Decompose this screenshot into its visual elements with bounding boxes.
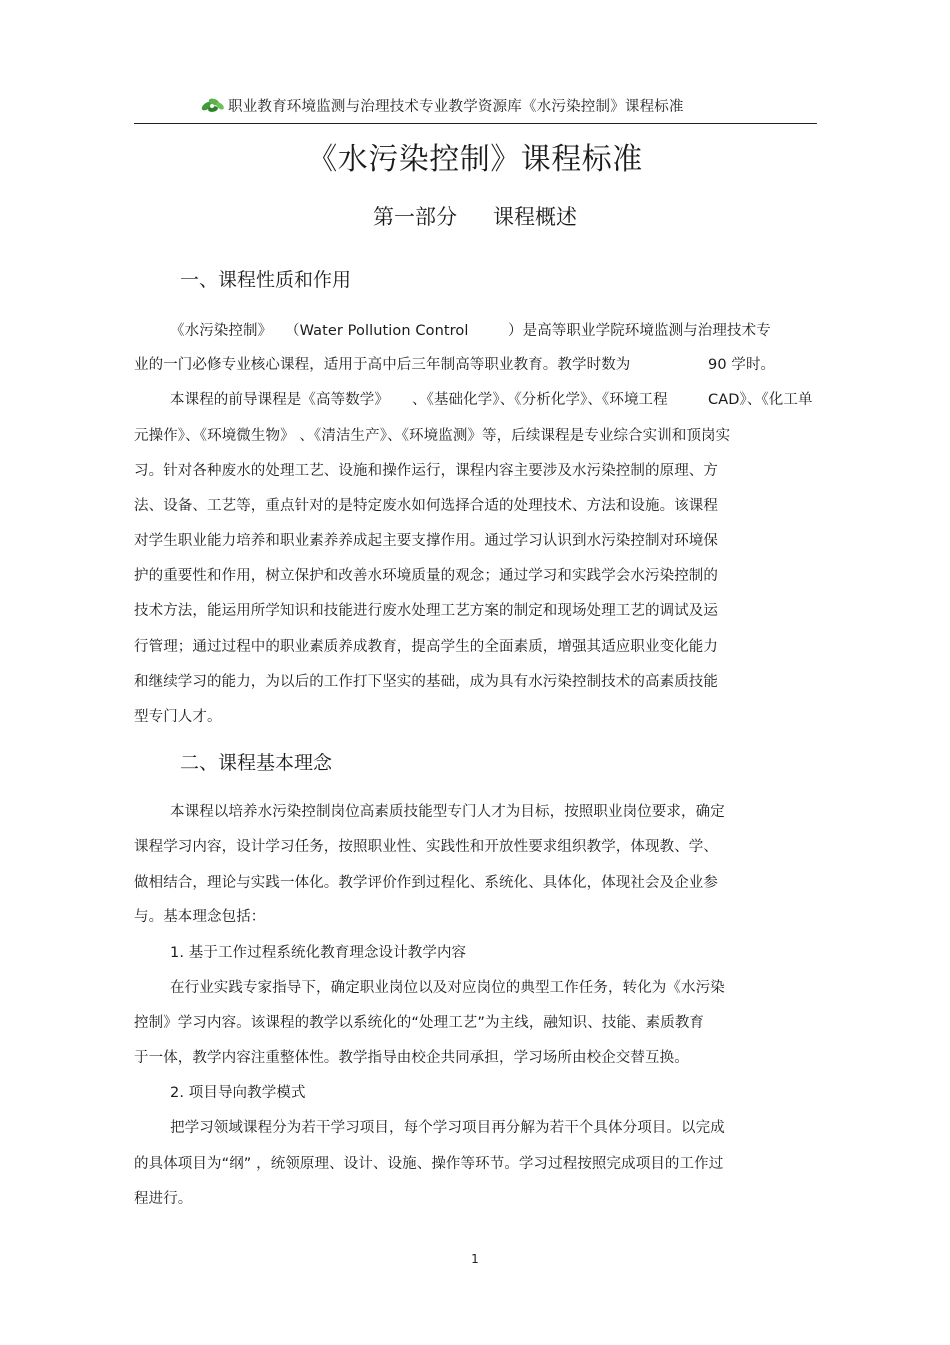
list-item-heading-2: 2. 项目导向教学模式 bbox=[170, 1085, 306, 1101]
paragraph-line: 于一体，教学内容注重整体性。教学指导由校企共同承担，学习场所由校企交替互换。 bbox=[134, 1050, 689, 1066]
paragraph-line: （Water Pollution Control bbox=[285, 323, 469, 339]
paragraph-line: 程进行。 bbox=[134, 1191, 193, 1207]
paragraph-line: 在行业实践专家指导下，确定职业岗位以及对应岗位的典型工作任务，转化为《水污染 bbox=[170, 980, 725, 996]
green-leaf-logo-icon bbox=[200, 94, 226, 116]
part-title bbox=[0, 201, 950, 231]
part-label: 第一部分 bbox=[373, 205, 457, 229]
paragraph-line: 本课程的前导课程是《高等数学》 bbox=[170, 392, 389, 408]
paragraph-line: CAD》、《化工单 bbox=[708, 392, 813, 408]
document-title: 《水污染控制》课程标准 bbox=[307, 142, 643, 177]
paragraph-line: 90 学时。 bbox=[708, 357, 776, 373]
paragraph-line: ）是高等职业学院环境监测与治理技术专 bbox=[508, 323, 771, 339]
paragraph-line: 护的重要性和作用，树立保护和改善水环境质量的观念；通过学习和实践学会水污染控制的 bbox=[134, 568, 718, 584]
paragraph-line: 的具体项目为“纲” ，统领原理、设计、设施、操作等环节。学习过程按照完成项目的工作过 bbox=[134, 1156, 724, 1172]
paragraph-line: 做相结合，理论与实践一体化。教学评价作到过程化、系统化、具体化，体现社会及企业参 bbox=[134, 875, 718, 891]
paragraph-line: 课程学习内容，设计学习任务，按照职业性、实践性和开放性要求组织教学，体现教、学、 bbox=[134, 839, 718, 855]
list-item-heading-1: 1. 基于工作过程系统化教育理念设计教学内容 bbox=[170, 945, 467, 961]
paragraph-line: 和继续学习的能力，为以后的工作打下坚实的基础，成为具有水污染控制技术的高素质技能 bbox=[134, 674, 718, 690]
section-heading-2: 二、课程基本理念 bbox=[180, 752, 333, 774]
paragraph-line: 业的一门必修专业核心课程，适用于高中后三年制高等职业教育。教学时数为 bbox=[134, 357, 631, 373]
part-name: 课程概述 bbox=[493, 205, 577, 229]
header-text: 职业教育环境监测与治理技术专业教学资源库《水污染控制》课程标准 bbox=[228, 98, 684, 115]
paragraph-line: 控制》学习内容。该课程的教学以系统化的“处理工艺”为主线，融知识、技能、素质教育 bbox=[134, 1015, 705, 1031]
paragraph-line: 与。基本理念包括： bbox=[134, 909, 266, 925]
paragraph-line: 本课程以培养水污染控制岗位高素质技能型专门人才为目标，按照职业岗位要求，确定 bbox=[170, 804, 725, 820]
paragraph-line: 、《基础化学》、《分析化学》、《环境工程 bbox=[412, 392, 668, 408]
section-heading-1: 一、课程性质和作用 bbox=[180, 269, 352, 291]
paragraph-line: 型专门人才。 bbox=[134, 709, 222, 725]
paragraph-line: 法、设备、工艺等，重点针对的是特定废水如何选择合适的处理技术、方法和设施。该课程 bbox=[134, 498, 718, 514]
paragraph-line: 元操作》、《环境微生物》 、《清洁生产》、《环境监测》等，后续课程是专业综合实训和顶岗实 bbox=[134, 428, 731, 444]
header-divider bbox=[134, 123, 817, 124]
paragraph-line: 行管理；通过过程中的职业素质养成教育，提高学生的全面素质，增强其适应职业变化能力 bbox=[134, 639, 718, 655]
paragraph-line: 习。针对各种废水的处理工艺、设施和操作运行，课程内容主要涉及水污染控制的原理、方 bbox=[134, 463, 718, 479]
page-number: 1 bbox=[471, 1252, 479, 1266]
paragraph-line: 《水污染控制》 bbox=[170, 323, 273, 339]
running-header bbox=[200, 92, 684, 118]
paragraph-line: 对学生职业能力培养和职业素养养成起主要支撑作用。通过学习认识到水污染控制对环境保 bbox=[134, 533, 718, 549]
paragraph-line: 把学习领域课程分为若干学习项目，每个学习项目再分解为若干个具体分项目。以完成 bbox=[170, 1120, 725, 1136]
paragraph-line: 技术方法，能运用所学知识和技能进行废水处理工艺方案的制定和现场处理工艺的调试及运 bbox=[134, 603, 718, 619]
